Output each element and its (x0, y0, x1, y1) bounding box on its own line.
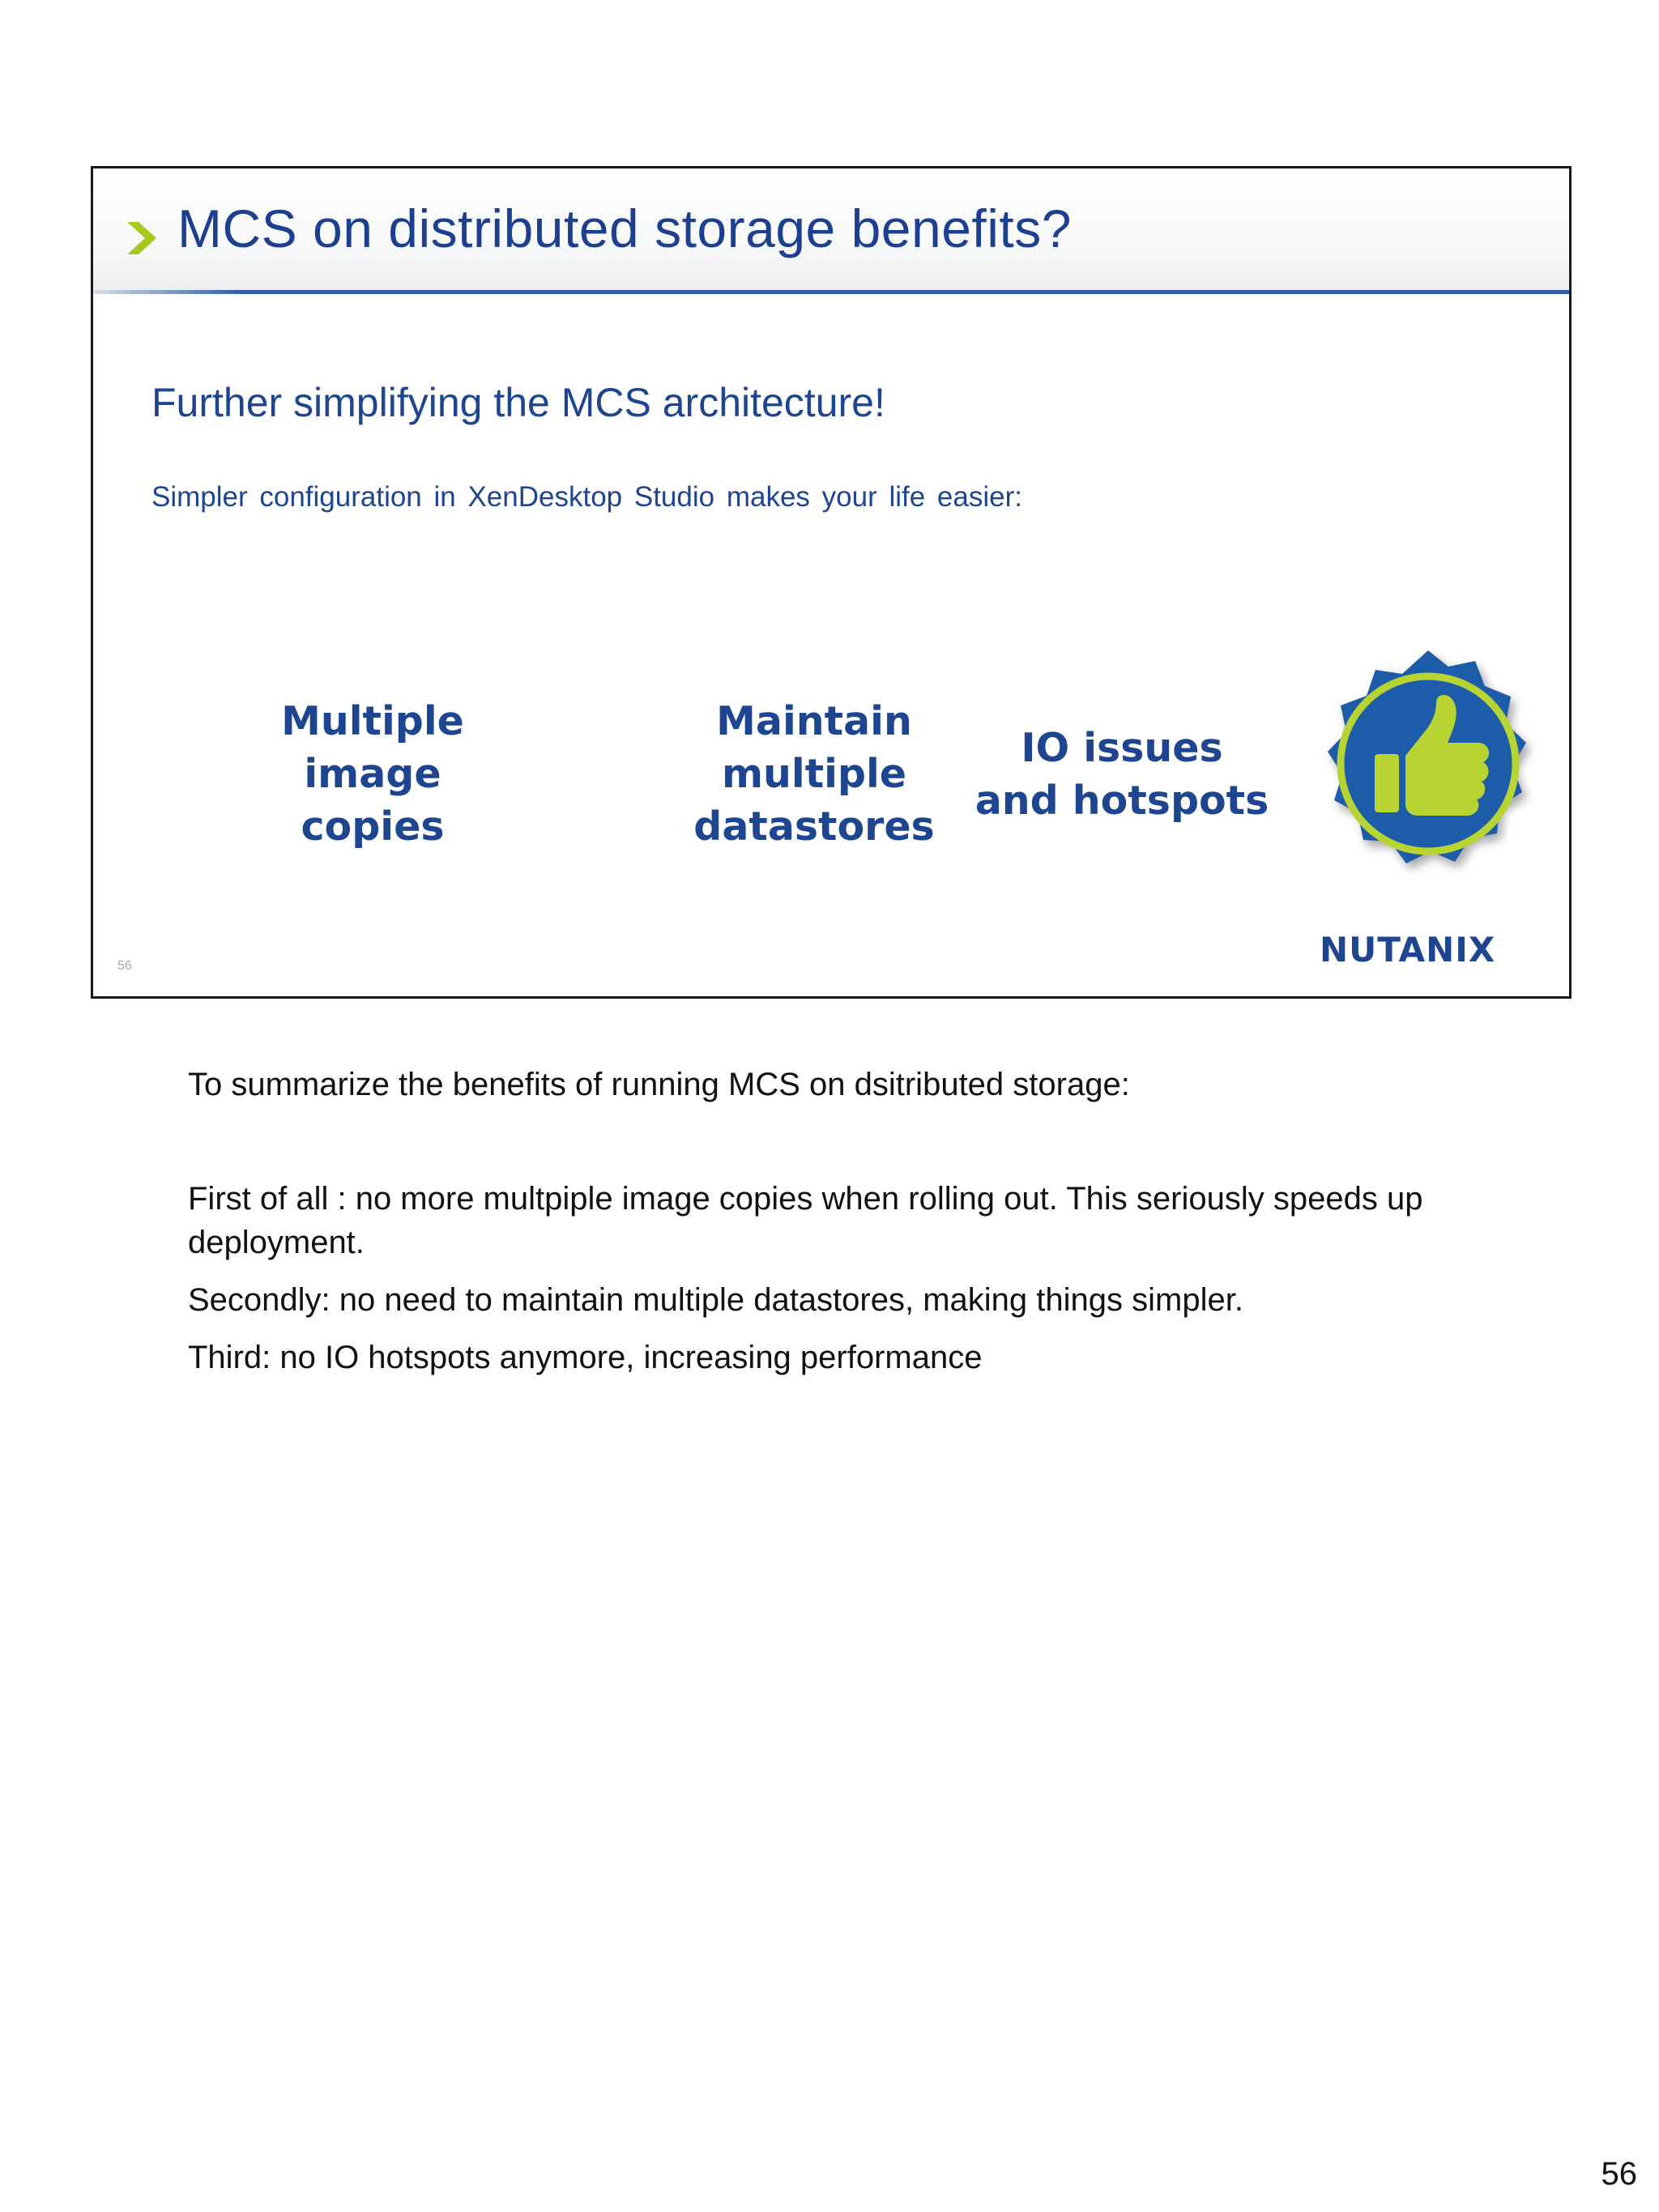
slide-subtitle: Further simplifying the MCS architecture! (151, 380, 885, 425)
benefit-maintain-datastores: Maintain multiple datastores (693, 698, 935, 850)
slide-title: MCS on distributed storage benefits? (177, 198, 1072, 258)
header-rule (93, 290, 1569, 294)
notes-item: Secondly: no need to maintain multiple datastores, making things simpler. (188, 1282, 1243, 1318)
benefit-multiple-image-copies: Multiple image copies (281, 698, 464, 850)
benefit-io-hotspots: IO issues and hotspots (975, 725, 1269, 824)
slide-number: 56 (117, 959, 132, 973)
notes-item: First of all : no more multpiple image copies when rolling out. This seriously speeds up deployment. (188, 1181, 1423, 1260)
speaker-notes (188, 1063, 1500, 1393)
notes-item: Third: no IO hotspots anymore, increasing performance (188, 1340, 983, 1375)
slide (91, 166, 1572, 999)
page-number: 56 (1601, 2156, 1637, 2192)
nutanix-logo: NUTANIX (1320, 930, 1496, 970)
chevron-right-icon (121, 215, 166, 261)
thumbs-up-badge-icon (1299, 634, 1558, 893)
notes-intro: To summarize the benefits of running MCS on dsitributed storage: (188, 1067, 1130, 1102)
slide-subline: Simpler configuration in XenDesktop Studio makes your life easier: (151, 481, 1022, 513)
